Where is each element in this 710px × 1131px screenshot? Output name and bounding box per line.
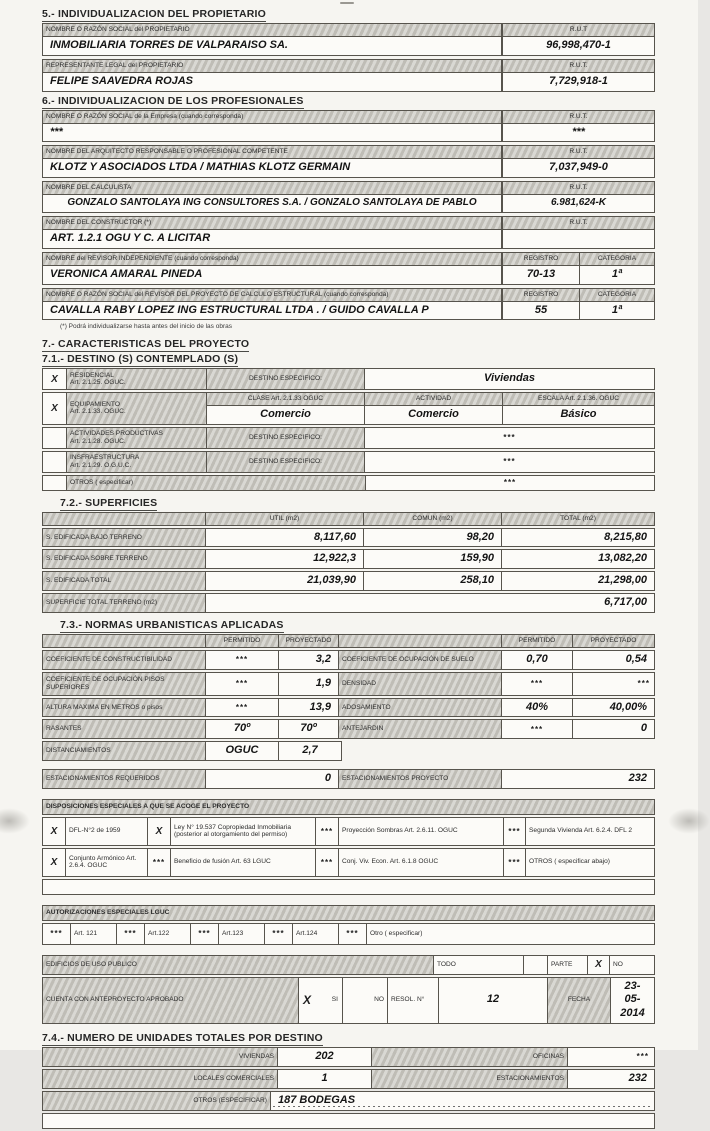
- company-rut-value: ***: [502, 124, 654, 142]
- rasantes-row: [42, 719, 655, 739]
- art122-label: Art.122: [145, 924, 191, 944]
- superficie-bajo-total: 8,215,80: [604, 530, 647, 543]
- architect-label: NOMBRE DEL ARQUITECTO RESPONSABLE O PROFESIONAL COMPETENTE: [43, 146, 502, 158]
- actividad-value: Comercio: [365, 406, 503, 424]
- superficies-table: [42, 512, 655, 613]
- ocupacion-pisos-row: [42, 672, 655, 696]
- adosamiento-proyectado: 40,00%: [609, 700, 647, 713]
- architect-value: KLOTZ Y ASOCIADOS LTDA / MATHIAS KLOTZ GERMAIN: [43, 159, 502, 177]
- segunda-vivienda-label: Segunda Vivienda Art. 6.2.4. DFL 2: [529, 827, 633, 835]
- sombras-checkbox: ***: [316, 818, 339, 845]
- legal-rep-block: [42, 59, 655, 92]
- rasantes-label: RASANTES: [43, 720, 206, 738]
- infraestructura-checkbox: [43, 452, 67, 472]
- otro-aut-label: Otro ( especificar): [370, 929, 423, 937]
- distanciamientos-label: DISTANCIAMIENTOS: [43, 742, 206, 760]
- otros-unidades-label: OTROS (ESPECIFICAR): [43, 1092, 271, 1110]
- constructor-rut-value: [502, 230, 654, 248]
- densidad-label: DENSIDAD: [339, 673, 502, 695]
- superficie-sobre-util: 12,922,3: [206, 550, 364, 568]
- disposiciones-empty-row: [42, 879, 655, 895]
- equipamiento-checkbox: X: [43, 393, 67, 423]
- densidad-proyectado: ***: [637, 679, 650, 689]
- otros-destino-checkbox: [43, 476, 67, 490]
- superficie-total-row: [42, 571, 655, 591]
- otros-destino-label: OTROS ( especificar): [67, 476, 366, 490]
- todo-check-cell: [524, 956, 548, 974]
- company-rut-label: R.U.T.: [502, 111, 654, 123]
- owner-rut-value: 96,998,470-1: [502, 37, 654, 55]
- superficie-sobre-comun: 159,90: [364, 550, 502, 568]
- constructor-label: NOMBRE DEL CONSTRUCTOR (*): [43, 217, 502, 229]
- architect-rut-value: 7,037,949-0: [502, 159, 654, 177]
- locales-label: LOCALES COMERCIALES: [43, 1070, 278, 1088]
- otros-unidades-row: [42, 1091, 655, 1111]
- clase-label: CLASE Art. 2.1.33 OGUC: [207, 393, 365, 405]
- viviendas-label: VIVIENDAS: [43, 1048, 278, 1066]
- ocupacion-suelo-proyectado: 0,54: [625, 652, 647, 665]
- disposiciones-row-1: [42, 817, 655, 846]
- unidades-empty-cell: [43, 1114, 654, 1128]
- constructibilidad-permitido: ***: [206, 651, 279, 669]
- viv-econ-label: Conj. Viv. Econ. Art. 6.1.8 OGUC: [339, 849, 504, 876]
- revisor-categoria-value: 1ª: [611, 267, 623, 280]
- adosamiento-label: ADOSAMIENTO: [339, 699, 502, 717]
- superficie-total-comun: 258,10: [364, 572, 502, 590]
- ocupacion-pisos-permitido: ***: [206, 673, 279, 695]
- total-header: TOTAL (m2): [502, 513, 654, 525]
- owner-name-value: INMOBILIARIA TORRES DE VALPARAISO SA.: [43, 37, 502, 55]
- ocupacion-pisos-label: COEFICIENTE DE OCUPACIÓN PISOS SUPERIORES: [43, 673, 206, 695]
- constructibilidad-label: COEFICIENTE DE CONSTRUCTIBILIDAD: [43, 651, 206, 669]
- densidad-permitido: ***: [502, 673, 573, 695]
- oficinas-label: OFICINAS: [372, 1048, 568, 1066]
- equipamiento-label: EQUIPAMIENTO Art. 2.1.33. OGUC.: [67, 393, 207, 423]
- permitido-header-left: PERMITIDO: [206, 635, 279, 647]
- revisor-calculo-value: CAVALLA RABY LOPEZ ING ESTRUCTURAL LTDA . / GUIDO CAVALLA P: [43, 302, 502, 320]
- parte-label: PARTE: [548, 956, 588, 974]
- infraestructura-label: INSFRAESTRUCTURA Art. 2.1.29. O.G.U.C.: [67, 452, 207, 472]
- viv-econ-checkbox: ***: [316, 849, 339, 876]
- normas-table: [42, 634, 655, 761]
- calculista-value: GONZALO SANTOLAYA ING CONSULTORES S.A. / GONZALO SANTOLAYA DE PABLO: [43, 195, 502, 212]
- terreno-total-value: 6,717,00: [604, 595, 647, 608]
- estacionamientos-requeridos-label: ESTACIONAMIENTOS REQUERIDOS: [43, 770, 206, 788]
- scan-artifact-top: [340, 2, 354, 4]
- residencial-label: RESIDENCIAL Art. 2.1.25. OGUC.: [67, 369, 207, 389]
- section71-heading: 7.1.- DESTINO (S) CONTEMPLADO (S): [42, 353, 239, 366]
- no-label: NO: [613, 960, 623, 968]
- destinos-table: [42, 368, 655, 490]
- revisor-value: VERONICA AMARAL PINEDA: [43, 266, 502, 284]
- revisor-independiente-block: [42, 252, 655, 285]
- residencial-value: Viviendas: [484, 372, 535, 385]
- superficie-bajo-row: [42, 528, 655, 548]
- dfl2-label: DFL-N°2 de 1959: [66, 818, 148, 845]
- productivas-destino-label: DESTINO ESPECIFICO:: [207, 428, 365, 448]
- conjunto-armonico-label: Conjunto Armónico Art. 2.6.4. OGUC: [66, 849, 148, 876]
- altura-proyectado: 13,9: [279, 699, 339, 717]
- productivas-row: [42, 427, 655, 449]
- disposiciones-header-row: [42, 799, 655, 815]
- proyectado-header-right: PROYECTADO: [573, 635, 654, 647]
- resol-label: RESOL. N°: [388, 978, 439, 1023]
- copropiedad-label: Ley N° 19.537 Copropiedad Inmobiliaria (posterior al otorgamiento del permiso): [171, 818, 316, 845]
- art121-label: Art. 121: [71, 924, 117, 944]
- section72-heading: 7.2.- SUPERFICIES: [60, 496, 158, 509]
- infraestructura-destino-label: DESTINO ESPECIFICO:: [207, 452, 365, 472]
- superficie-sobre-row: [42, 549, 655, 569]
- constructor-rut-label: R.U.T.: [502, 217, 654, 229]
- equipamiento-row: [42, 392, 655, 424]
- superficies-blank-header: [43, 513, 206, 525]
- sombras-label: Proyección Sombras Art. 2.6.11. OGUC: [339, 818, 504, 845]
- antejardin-permitido: ***: [502, 720, 573, 738]
- normas-blank-header-left: [43, 635, 206, 647]
- revisor-registro-value: 70-13: [502, 266, 580, 284]
- antejardin-label: ANTEJARDIN: [339, 720, 502, 738]
- rasantes-proyectado: 70º: [279, 720, 339, 738]
- scan-artifact-left-curl: [0, 808, 30, 834]
- altura-permitido: ***: [206, 699, 279, 717]
- art123-checkbox: ***: [191, 924, 219, 944]
- estacionamientos-row: [42, 769, 655, 789]
- revisor-calculo-block: [42, 288, 655, 321]
- autorizaciones-heading: AUTORIZACIONES ESPECIALES LGUC: [43, 906, 654, 920]
- residencial-checkbox: X: [43, 369, 67, 389]
- architect-block: [42, 145, 655, 178]
- unidades-empty-row: [42, 1113, 655, 1129]
- superficie-total-util: 21,039,90: [206, 572, 364, 590]
- autorizaciones-header-row: [42, 905, 655, 921]
- revisor-calculo-label: NOMBRE O RAZÓN SOCIAL del REVISOR DEL PROYECTO DE CALCULO ESTRUCTURAL (cuando corresponda): [43, 289, 502, 301]
- company-block: [42, 110, 655, 143]
- revisor-label: NOMBRE del REVISOR INDEPENDIENTE (cuando corresponda): [43, 253, 502, 265]
- estacionamientos-proyecto-value: 232: [628, 771, 647, 784]
- si-cell: [299, 978, 343, 1023]
- estacionamientos-proyecto-label: ESTACIONAMIENTOS PROYECTO: [339, 770, 502, 788]
- otros-disp-label: OTROS ( especificar abajo): [529, 858, 610, 866]
- otro-aut-checkbox: ***: [339, 924, 367, 944]
- uso-publico-label: EDIFICIOS DE USO PUBLICO: [43, 956, 434, 974]
- architect-rut-label: R.U.T.: [502, 146, 654, 158]
- art122-checkbox: ***: [117, 924, 145, 944]
- anteproyecto-label: CUENTA CON ANTEPROYECTO APROBADO: [43, 978, 299, 1023]
- anteproyecto-row: [42, 977, 655, 1024]
- owner-name-label: NOMBRE O RAZÓN SOCIAL del PROPIETARIO: [43, 24, 502, 36]
- otros-destino-value: ***: [503, 478, 517, 488]
- footnote: (*) Podrá individualizarse hasta antes del inicio de las obras: [60, 323, 232, 331]
- company-label: NOMBRE O RAZÓN SOCIAL de la Empresa (cuando corresponda): [43, 111, 502, 123]
- otros-destino-row: [42, 475, 655, 491]
- owner-name-block: [42, 23, 655, 56]
- section7-heading: 7.- CARACTERISTICAS DEL PROYECTO: [42, 338, 250, 351]
- infraestructura-art: Art. 2.1.29. O.G.U.C.: [70, 461, 132, 469]
- calculista-rut-value: 6.981,624-K: [502, 195, 654, 212]
- residencial-destino-label: DESTINO ESPECIFICO:: [207, 369, 365, 389]
- rasantes-permitido: 70º: [206, 720, 279, 738]
- comun-header: COMUN (m2): [364, 513, 502, 525]
- ocupacion-suelo-permitido: 0,70: [502, 651, 573, 669]
- calculista-label: NOMBRE DEL CALCULISTA: [43, 182, 502, 194]
- terreno-total-label: SUPERFICIE TOTAL TERRENO (m2): [43, 594, 206, 612]
- no2-label: NO: [343, 978, 388, 1023]
- otros-unidades-value: 187 BODEGAS: [271, 1092, 654, 1110]
- copropiedad-checkbox: X: [148, 818, 171, 845]
- terreno-total-row: [42, 593, 655, 613]
- antejardin-proyectado: 0: [640, 722, 647, 735]
- superficie-bajo-util: 8,117,60: [206, 529, 364, 547]
- superficie-bajo-label: S. EDIFICADA BAJO TERRENO: [43, 529, 206, 547]
- art124-label: Art.124: [293, 924, 339, 944]
- fecha-value: 23-05-2014: [620, 979, 645, 1020]
- normas-blank-header-right: [339, 635, 502, 647]
- residencial-row: [42, 368, 655, 390]
- resol-value: 12: [439, 978, 548, 1023]
- productivas-checkbox: [43, 428, 67, 448]
- proyectado-header-left: PROYECTADO: [279, 635, 339, 647]
- calculista-block: [42, 181, 655, 213]
- locales-row: [42, 1069, 655, 1089]
- scan-artifact-right-curl: [668, 808, 710, 834]
- legal-rep-rut-label: R.U.T.: [502, 60, 654, 72]
- revisor-calculo-registro-value: 55: [502, 302, 580, 320]
- todo-label: TODO: [434, 956, 524, 974]
- fusion-checkbox: ***: [148, 849, 171, 876]
- disposiciones-table: [42, 799, 655, 895]
- adosamiento-permitido: 40%: [502, 699, 573, 717]
- normas-header-row: [42, 634, 655, 648]
- legal-rep-rut-value: 7,729,918-1: [502, 73, 654, 91]
- disposiciones-row-2: [42, 848, 655, 877]
- residencial-art: Art. 2.1.25. OGUC.: [70, 379, 126, 387]
- legal-rep-label: REPRESENTANTE LEGAL del PROPIETARIO: [43, 60, 502, 72]
- autorizaciones-row: [42, 923, 655, 945]
- section73-heading: 7.3.- NORMAS URBANISTICAS APLICADAS: [60, 618, 284, 631]
- no-checkbox: X: [588, 956, 610, 974]
- revisor-calculo-categoria-label: CATEGORIA: [580, 289, 654, 301]
- owner-rut-label: R.U.T: [502, 24, 654, 36]
- equipamiento-art: Art. 2.1.33. OGUC.: [70, 408, 126, 416]
- estacionamientos-requeridos-value: 0: [206, 770, 339, 788]
- escala-value: Básico: [560, 407, 597, 420]
- constructibilidad-proyectado: 3,2: [279, 651, 339, 669]
- superficie-sobre-total: 13,082,20: [598, 552, 647, 565]
- revisor-categoria-label: CATEGORIA: [580, 253, 654, 265]
- constructor-value: ART. 1.2.1 OGU Y C. A LICITAR: [43, 230, 502, 248]
- calculista-rut-label: R.U.T.: [502, 182, 654, 194]
- uso-publico-row: [42, 955, 655, 975]
- distanciamientos-permitido: OGUC: [206, 742, 279, 760]
- constructibilidad-row: [42, 650, 655, 670]
- productivas-value: ***: [503, 433, 516, 443]
- clase-value: Comercio: [207, 406, 365, 424]
- oficinas-value: ***: [636, 1052, 649, 1062]
- productivas-label: ACTIVIDADES PRODUCTIVAS Art. 2.1.28. OGUC.: [67, 428, 207, 448]
- viviendas-value: 202: [278, 1048, 372, 1066]
- altura-row: [42, 698, 655, 718]
- productivas-art: Art. 2.1.28. OGUC.: [70, 437, 126, 445]
- art124-checkbox: ***: [265, 924, 293, 944]
- fusion-label: Beneficio de fusión Art. 63 LGUC: [171, 849, 316, 876]
- section6-heading: 6.- INDIVIDUALIZACION DE LOS PROFESIONALES: [42, 94, 304, 107]
- section74-heading: 7.4.- NUMERO DE UNIDADES TOTALES POR DESTINO: [42, 1031, 323, 1044]
- legal-rep-value: FELIPE SAAVEDRA ROJAS: [43, 73, 502, 91]
- si-checkbox: X: [303, 993, 312, 1008]
- util-header: UTIL (m2): [206, 513, 364, 525]
- section5-heading: 5.- INDIVIDUALIZACION DEL PROPIETARIO: [42, 8, 267, 20]
- segunda-vivienda-checkbox: ***: [504, 818, 526, 845]
- locales-value: 1: [278, 1070, 372, 1088]
- superficie-total-label: S. EDIFICADA TOTAL: [43, 572, 206, 590]
- ocupacion-suelo-label: COEFICIENTE DE OCUPACIÓN DE SUELO: [339, 651, 502, 669]
- si-label: SI: [331, 996, 338, 1004]
- superficie-sobre-label: S. EDIFICADA SOBRE TERRENO: [43, 550, 206, 568]
- estacionamientos-unidades-label: ESTACIONAMIENTOS: [372, 1070, 568, 1088]
- superficies-header-row: [42, 512, 655, 526]
- art123-label: Art.123: [219, 924, 265, 944]
- infraestructura-row: [42, 451, 655, 473]
- altura-label: ALTURA MAXIMA EN METROS o pisos: [43, 699, 206, 717]
- viviendas-row: [42, 1047, 655, 1067]
- revisor-registro-label: REGISTRO: [502, 253, 580, 265]
- revisor-calculo-registro-label: REGISTRO: [502, 289, 580, 301]
- distanciamientos-proyectado: 2,7: [302, 744, 318, 757]
- company-value: ***: [43, 124, 502, 142]
- ocupacion-pisos-proyectado: 1,9: [279, 673, 339, 695]
- uso-publico-table: [42, 955, 655, 1024]
- constructor-block: [42, 216, 655, 249]
- estacionamientos-unidades-value: 232: [628, 1071, 647, 1084]
- revisor-calculo-categoria-value: 1ª: [611, 303, 623, 316]
- otros-disp-checkbox: ***: [504, 849, 526, 876]
- disposiciones-heading: DISPOSICIONES ESPECIALES A QUE SE ACOGE EL PROYECTO: [43, 800, 654, 814]
- disposiciones-empty-cell: [43, 880, 654, 894]
- distanciamientos-row: [42, 741, 342, 761]
- infraestructura-value: ***: [503, 457, 516, 467]
- art121-checkbox: ***: [43, 924, 71, 944]
- dfl2-checkbox: X: [43, 818, 66, 845]
- escala-label: ESCALA Art. 2.1.36. OGUC: [503, 393, 654, 405]
- unidades-table: [42, 1047, 655, 1129]
- permitido-header-right: PERMITIDO: [502, 635, 573, 647]
- superficie-total-total: 21,298,00: [598, 574, 647, 587]
- superficie-bajo-comun: 98,20: [364, 529, 502, 547]
- conjunto-armonico-checkbox: X: [43, 849, 66, 876]
- fecha-label: FECHA: [548, 978, 611, 1023]
- actividad-label: ACTIVIDAD: [365, 393, 503, 405]
- autorizaciones-table: [42, 905, 655, 945]
